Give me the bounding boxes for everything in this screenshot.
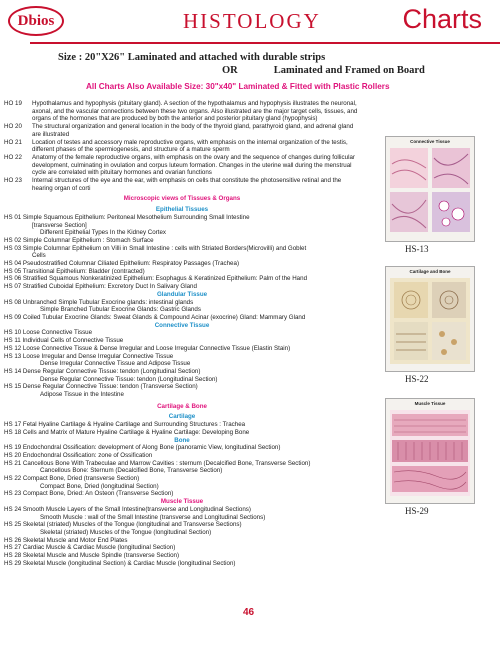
ho-item: [4, 139, 360, 154]
bone-heading: Bone: [174, 436, 190, 444]
chart-entry: HS 02 Simple Columnar Epithelium : Stomach Surface: [4, 236, 154, 244]
chart-entry: HS 04 Pseudostratified Columnar Ciliated Epithelium: Respiratoy Passages (Trachea): [4, 260, 240, 268]
page-title: HISTOLOGY: [183, 9, 321, 33]
chart-entry: Simple Branched Tubular Exocrine Glands: Gastric Glands: [40, 306, 201, 314]
thumbnail-title: Muscle Tissue: [414, 401, 446, 406]
chart-entry: Different Epithelial Types In the Kidney Cortex: [40, 229, 166, 237]
also-available-note: All Charts Also Available Size: 30"x40" Laminated & Fitted with Plastic Rollers: [86, 82, 390, 91]
brand-logo: [8, 6, 64, 36]
cartilage-heading: Cartilage: [168, 413, 196, 421]
chart-entry: Dense Irregular Connective Tissue and Adipose Tissue: [40, 360, 191, 368]
micro-heading: Microscopic views of Tissues & Organs: [123, 195, 241, 203]
glandular-list: [4, 299, 360, 322]
chart-entry: HS 03 Simple Columnar Epithelium on Villi in Small Intestine : cells with Striated Borders(Microvilli) and Goblet: [4, 244, 307, 252]
or-text: OR: [222, 65, 238, 76]
chart-entry: HS 24 Smooth Muscle Layers of the Small Intestine(transverse and Longitudinal Sections): [4, 505, 251, 513]
chart-entry: HS 22 Compact Bone, Dried (transverse Section): [4, 475, 140, 483]
chart-entry: HS 11 Individual Cells of Connective Tissue: [4, 337, 124, 345]
size-info-2: [222, 65, 425, 76]
chart-entry: HS 13 Loose Irregular and Dense Irregular Connective Tissue: [4, 352, 174, 360]
ho-code: HO 22: [4, 153, 22, 161]
epithelial-heading: Epithelial Tissues: [155, 206, 209, 214]
size-line-2: Laminated and Framed on Board: [273, 65, 425, 76]
thumbnail-title: Connective Tissue: [410, 139, 450, 144]
chart-entry: HS 10 Loose Connective Tissue: [4, 329, 93, 337]
chart-entry: HS 21 Cancellous Bone With Trabeculae and Marrow Cavities : sternum (Decalcified Bone, Transverse Section): [4, 459, 311, 467]
muscle-list: [4, 506, 360, 568]
chart-entry: HS 28 Skeletal Muscle and Muscle Spindle (transverse Section): [4, 552, 180, 560]
chart-entry: HS 12 Loose Connective Tissue & Dense Irregular and Loose Irregular Connective Tissue (Elastin Stain): [4, 344, 291, 352]
size-line-1: Size : 20"X26" Laminated and attached with durable strips: [58, 52, 326, 63]
chart-entry: HS 15 Dense Regular Connective Tissue: tendon (Transverse Section): [4, 383, 198, 391]
chart-entry: HS 07 Stratified Cuboidal Epithelium: Excretory Duct In Salivary Gland: [4, 283, 197, 291]
chart-entry: HS 26 Skeletal Muscle and Motor End Plates: [4, 536, 128, 544]
chart-entry: HS 14 Dense Regular Connective Tissue: tendon (Longitudinal Section): [4, 367, 201, 375]
connective-heading: Connective Tissue: [154, 321, 210, 329]
chart-entry: HS 20 Endochondral Ossification: zone of Ossification: [4, 451, 153, 459]
chart-entry: HS 06 Stratified Squamous Nonkeratinized Epithelium: Esophagus & Keratinized Epithelium: Palm of the Hand: [4, 275, 308, 283]
thumbnail-caption: HS-22: [405, 374, 429, 384]
chart-entry: HS 09 Coiled Tubular Exocrine Glands: Sweat Glands & Compound Acinar (exocrine) Gland: Mammary Gland: [4, 313, 306, 321]
chart-entry: Cells: [32, 252, 46, 260]
chart-entry: HS 25 Skeletal (striated) Muscles of the Tongue (longitudinal and Transverse Sections): [4, 521, 242, 529]
chart-entry: Adipose Tissue in the Intestine: [40, 391, 124, 399]
ho-item: [4, 100, 360, 123]
thumbnail-caption: HS-13: [405, 244, 429, 254]
thumbnail-connective-tissue: [385, 136, 475, 242]
cartilage-bone-illustration: [386, 274, 474, 368]
chart-entry: HS 27 Cardiac Muscle & Cardiac Muscle (longitudinal Section): [4, 544, 176, 552]
chart-list: [4, 100, 360, 567]
bone-list: [4, 444, 360, 498]
ho-list: [4, 100, 360, 192]
chart-entry: HS 18 Cells and Matrix of Mature Hyaline Cartilage & Hyaline Cartilage: Developing Bone: [4, 428, 250, 436]
chart-entry: HS 29 Skeletal Muscle (longitudinal Section) & Cardiac Muscle (longitudinal Section): [4, 559, 236, 567]
ho-item: [4, 123, 360, 138]
chart-entry: HS 23 Compact Bone, Dried: An Osteon (Transverse Section): [4, 490, 174, 498]
thumbnail-caption: HS-29: [405, 506, 429, 516]
chart-entry: HS 05 Transitional Epithelium: Bladder (contracted): [4, 267, 145, 275]
chart-entry: HS 01 Simple Squamous Epithelium: Peritoneal Mesothelium Surrounding Small Intestine: [4, 213, 250, 221]
size-info: [58, 52, 325, 63]
chart-entry: HS 08 Unbranched Simple Tubular Exocrine glands: intestinal glands: [4, 298, 194, 306]
cartilage-list: [4, 421, 360, 436]
ho-code: HO 23: [4, 177, 22, 185]
ho-text: Anatomy of the female reproductive organs, with emphasis on the ovary and the sequence of changes during follicular development, culminating in ovulation and corpus luteum formation. Changes in the uterine wall during the menstrual cycle are correlated with pituitary hormones and ovarian functions: [32, 153, 355, 177]
thumbnail-cartilage-bone: [385, 266, 475, 372]
glandular-heading: Glandular Tissue: [156, 290, 208, 298]
ho-item: [4, 177, 360, 192]
chart-entry: Compact Bone, Dried (longitudinal Section): [40, 482, 159, 490]
page-number: 46: [243, 607, 255, 618]
chart-entry: HS 19 Endochondral Ossification: development of Along Bone (panoramic View, longitudinal Section): [4, 444, 281, 452]
thumbnail-title: Cartilage and Bone: [409, 269, 451, 274]
chart-entry: [transverse Section]: [32, 221, 87, 229]
connective-tissue-illustration: [386, 144, 474, 238]
ho-code: HO 21: [4, 138, 22, 146]
page-header: [0, 0, 500, 48]
charts-heading: Charts: [402, 4, 482, 34]
ho-code: HO 19: [4, 100, 22, 107]
ho-text: Internal structures of the eye and the ear, with emphasis on cells that constitute the photosensitive retinal and the hearing organ of corti: [32, 177, 342, 192]
chart-entry: Cancellous Bone: Sternum (Decalcified Bone, Transverse Section): [40, 467, 223, 475]
cartilage-bone-heading: Cartilage & Bone: [157, 402, 207, 410]
muscle-heading: Muscle Tissue: [160, 498, 204, 506]
ho-text: The structural organization and general location in the body of the thyroid gland, parathyroid gland, and adrenal gland are illustrated: [32, 123, 354, 138]
ho-text: Location of testes and accessory male reproductive organs, with emphasis on the internal organization of the testis, different phases of the spermiogenesis, and structure of a mature sperm: [32, 138, 348, 154]
ho-text: Hypothalamus and hypophysis (pituitary gland). A section of the hypothalamus and hypophysis illustrates the neuronal, axonal, and the vascular connections between these two organs. Also illustrated are the major target cells, tissues, and organs of the hormones that are produced by both the anterior and posterior pituitary gland (hypophysis): [32, 100, 358, 123]
ho-item: [4, 154, 360, 177]
ho-code: HO 20: [4, 123, 22, 131]
muscle-tissue-illustration: [386, 406, 474, 500]
connective-list: [4, 329, 360, 398]
header-rule: [30, 42, 500, 44]
logo-text: Dbios: [17, 12, 55, 29]
chart-entry: Dense Regular Connective Tissue: tendon (Longitudinal Section): [40, 375, 218, 383]
chart-entry: Smooth Muscle : wall of the Small Intestine (transverse and Longitudinal Sections): [40, 513, 266, 521]
chart-entry: Skeletal (striated) Muscles of the Tongue (longitudinal Section): [40, 528, 212, 536]
thumbnail-muscle-tissue: [385, 398, 475, 504]
epithelial-list: [4, 214, 360, 291]
chart-entry: HS 17 Fetal Hyaline Cartilage & Hyaline Cartilage and Surrounding Structures : Trachea: [4, 421, 246, 429]
